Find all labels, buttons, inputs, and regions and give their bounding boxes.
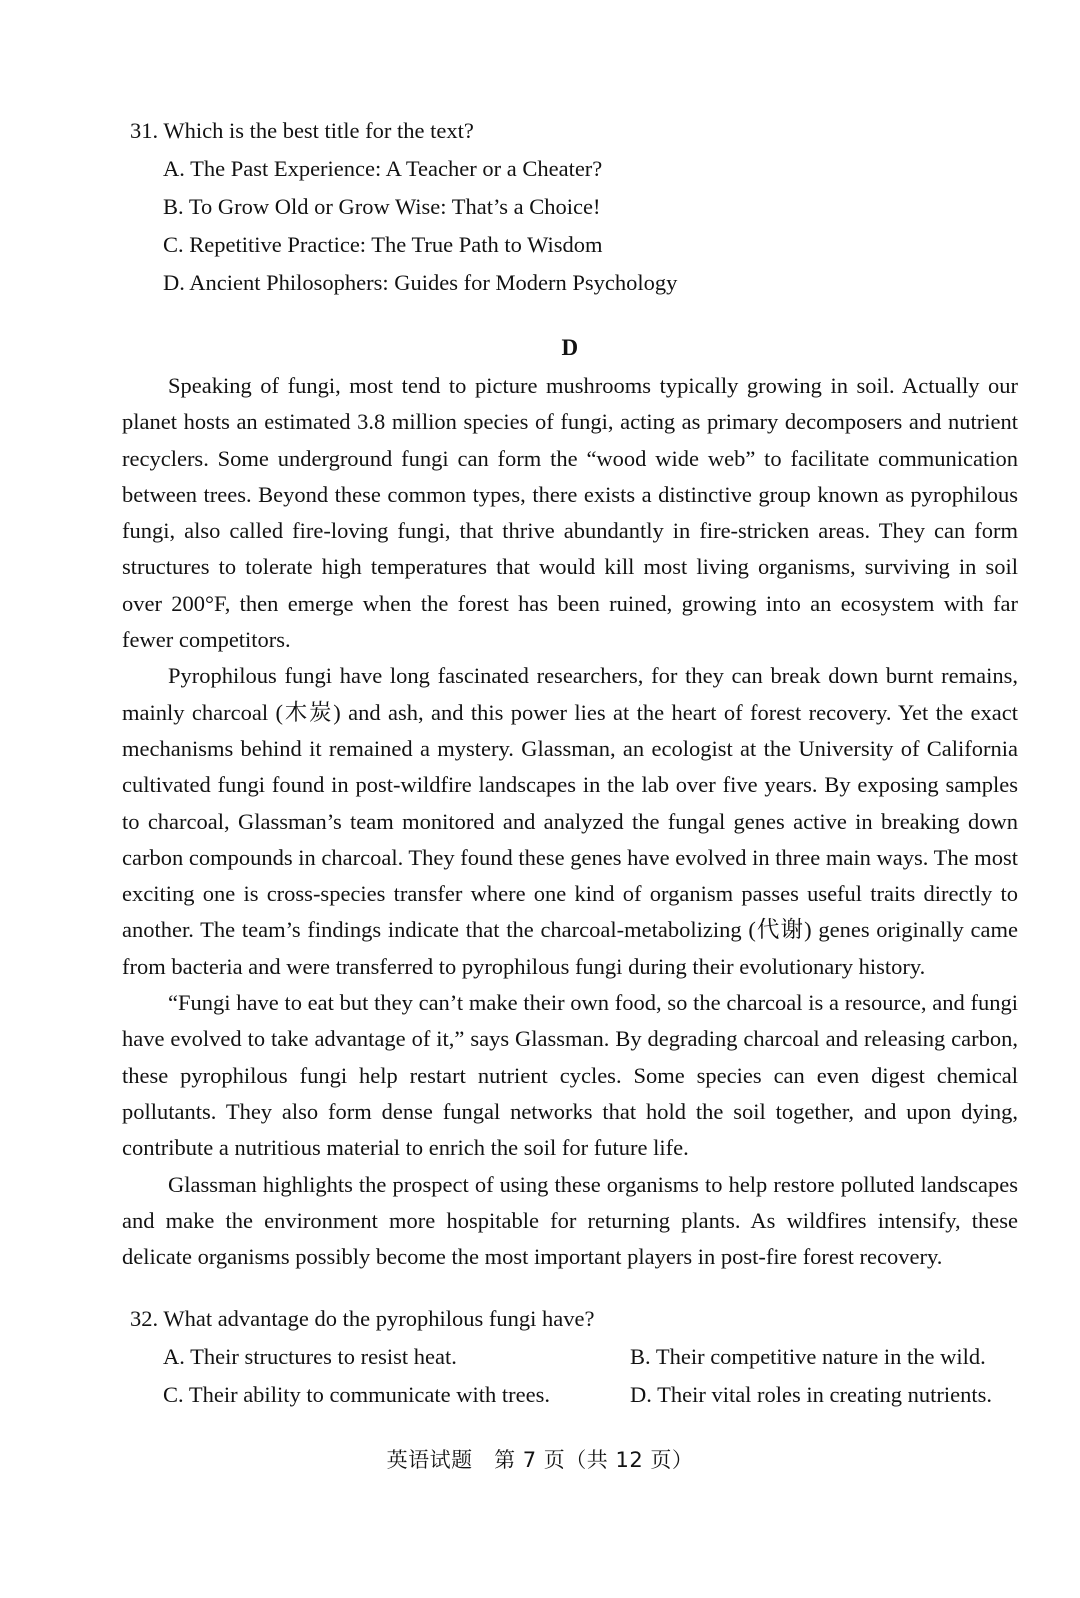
passage-paragraph-2: Pyrophilous fungi have long fascinated researchers, for they can break down burnt remains, mainly charcoal (木炭) and ash, and this power lies at the heart of forest recovery. Yet the exact mechanisms behind it remained a mystery. Glassman, an ecologist at the University of California cultivated fungi found in post-wildfire landscapes in the lab over five years. By exposing samples to charcoal, Glassman’s team monitored and analyzed the fungal genes active in breaking down carbon compounds in charcoal. They found these genes have evolved in three main ways. The most exciting one is cross-species transfer where one kind of organism passes useful traits directly to another. The team’s findings indicate that the charcoal-metabolizing (代谢) genes originally came from bacteria and were transferred to pyrophilous fungi during their evolutionary history. (122, 663, 1018, 979)
question-31-option-c[interactable]: C. Repetitive Practice: The True Path to Wisdom (163, 232, 603, 257)
passage-body (122, 368, 1018, 1275)
passage-paragraph-3: “Fungi have to eat but they can’t make their own food, so the charcoal is a resource, and fungi have evolved to take advantage of it,” says Glassman. By degrading charcoal and releasing carbon, these pyrophilous fungi help restart nutrient cycles. Some species can even digest chemical pollutants. They also form dense fungal networks that hold the soil together, and upon dying, contribute a nutritious material to enrich the soil for future life. (122, 990, 1018, 1161)
passage-paragraph-4: Glassman highlights the prospect of using these organisms to help restore polluted landscapes and make the environment more hospitable for returning plants. As wildfires intensify, these delicate organisms possibly become the most important players in post-fire forest recovery. (122, 1171, 1018, 1270)
page-footer (0, 1443, 1080, 1477)
question-32-option-c[interactable]: C. Their ability to communicate with trees. (163, 1382, 550, 1407)
question-31-options (122, 150, 1018, 302)
question-32-options-row-2 (163, 1376, 1018, 1414)
footer-text: 英语试题 第 7 页（共 12 页） (386, 1448, 694, 1472)
question-31-option-d[interactable]: D. Ancient Philosophers: Guides for Modern Psychology (163, 270, 678, 295)
question-32 (122, 1300, 1018, 1414)
question-32-option-a[interactable]: A. Their structures to resist heat. (163, 1344, 457, 1369)
question-31-stem: 31. Which is the best title for the text? (130, 118, 474, 143)
question-32-block (122, 1300, 1018, 1414)
question-31-option-b[interactable]: B. To Grow Old or Grow Wise: That’s a Choice! (163, 194, 601, 219)
section-heading-d: D (561, 335, 579, 360)
question-31-option-a[interactable]: A. The Past Experience: A Teacher or a Cheater? (163, 156, 603, 181)
passage-d (122, 368, 1018, 1275)
section-d-block (122, 330, 1018, 366)
question-32-stem: 32. What advantage do the pyrophilous fungi have? (130, 1306, 595, 1331)
question-32-option-d[interactable]: D. Their vital roles in creating nutrients. (630, 1382, 992, 1407)
question-32-option-b[interactable]: B. Their competitive nature in the wild. (630, 1344, 986, 1369)
question-32-options-row-1 (163, 1338, 1018, 1376)
passage-paragraph-1: Speaking of fungi, most tend to picture mushrooms typically growing in soil. Actually our planet hosts an estimated 3.8 million species of fungi, acting as primary decomposers and nutrient recyclers. Some underground fungi can form the “wood wide web” to facilitate communication between trees. Beyond these common types, there exists a distinctive group known as pyrophilous fungi, also called fire-loving fungi, that thrive abundantly in fire-stricken areas. They can form structures to tolerate high temperatures that would kill most living organisms, surviving in soil over 200°F, then emerge when the forest has been ruined, growing into an ecosystem with far fewer competitors. (122, 373, 1018, 653)
question-31 (122, 112, 1018, 302)
question-31-block (122, 112, 1018, 302)
